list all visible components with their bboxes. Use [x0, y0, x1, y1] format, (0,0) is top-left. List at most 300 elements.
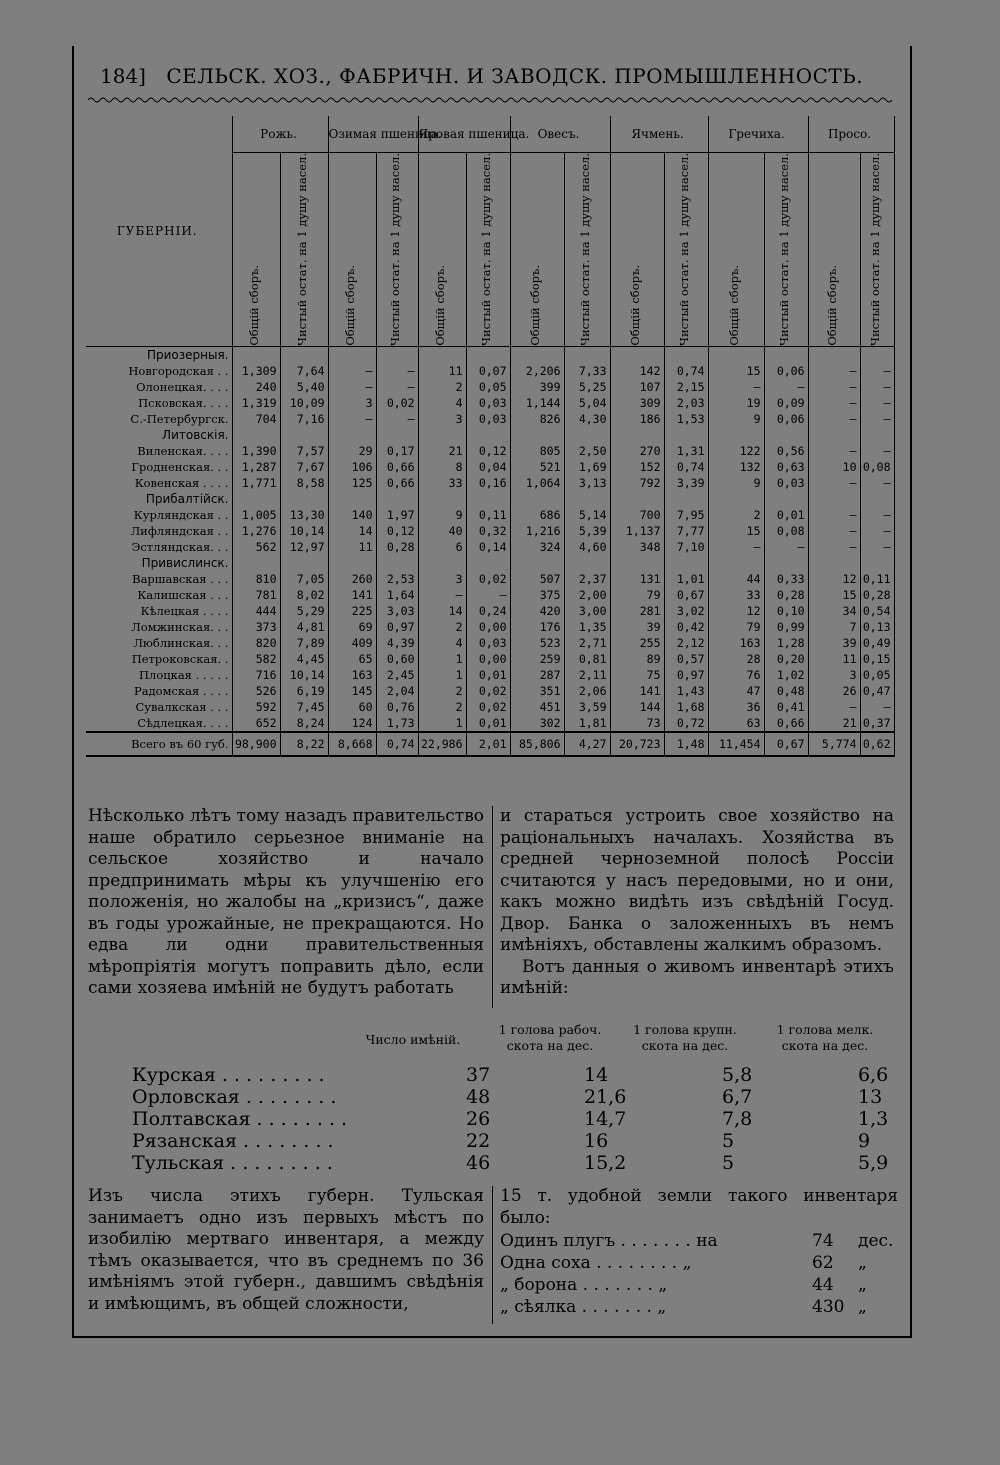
gubernia-name: Калишская . . .: [86, 587, 232, 603]
table-row: [86, 699, 894, 715]
empty-cell: [860, 491, 894, 507]
column-divider: [492, 806, 493, 1008]
inventory-a: 15,2: [584, 1152, 627, 1174]
subheader-total: [510, 153, 564, 347]
value-cell: 29: [328, 443, 376, 459]
table-row: [86, 379, 894, 395]
inventory-b: 7,8: [722, 1108, 753, 1130]
table-row: [86, 363, 894, 379]
equipment-label: Одинъ плугъ . . . . . . . на: [500, 1231, 718, 1251]
gubernia-name: Варшавская . . .: [86, 571, 232, 587]
value-cell: 3: [418, 571, 466, 587]
value-cell: 686: [510, 507, 564, 523]
gubernia-name: Ковенская . . . .: [86, 475, 232, 491]
value-cell: 0,05: [466, 379, 510, 395]
gubernia-name: Тульская . . . . . . . . .: [132, 1152, 333, 1174]
value-cell: 1,01: [664, 571, 708, 587]
value-cell: 0,99: [764, 619, 808, 635]
empty-cell: [328, 427, 376, 443]
value-cell: 0,56: [764, 443, 808, 459]
inventory-c: 6,6: [858, 1064, 889, 1086]
value-cell: 3: [418, 411, 466, 427]
empty-cell: [510, 427, 564, 443]
header-small-cattle: 1 голова мелк. скота на дес.: [776, 1022, 874, 1053]
value-cell: 142: [610, 363, 664, 379]
subheader-label: Общій сборъ.: [825, 265, 840, 346]
inventory-c: 1,3: [858, 1108, 889, 1130]
value-cell: 21: [418, 443, 466, 459]
value-cell: 399: [510, 379, 564, 395]
value-cell: 2,71: [564, 635, 610, 651]
empty-cell: [328, 491, 376, 507]
empty-cell: [708, 555, 764, 571]
empty-cell: [564, 491, 610, 507]
value-cell: 7,95: [664, 507, 708, 523]
inventory-row: [132, 1064, 889, 1086]
crop-header: Яровая пшеница.: [418, 116, 510, 153]
value-cell: 810: [232, 571, 280, 587]
empty-cell: [764, 346, 808, 363]
inventory-count: 48: [466, 1086, 491, 1108]
value-cell: 0,11: [860, 571, 894, 587]
value-cell: 1,69: [564, 459, 610, 475]
value-cell: 33: [708, 587, 764, 603]
value-cell: 562: [232, 539, 280, 555]
value-cell: —: [808, 395, 860, 411]
value-cell: 33: [418, 475, 466, 491]
value-cell: 0,09: [764, 395, 808, 411]
value-cell: 122: [708, 443, 764, 459]
empty-cell: [280, 491, 328, 507]
inventory-b: 5: [722, 1152, 735, 1174]
value-cell: 3,59: [564, 699, 610, 715]
value-cell: 0,08: [860, 459, 894, 475]
value-cell: 348: [610, 539, 664, 555]
value-cell: 1,144: [510, 395, 564, 411]
value-cell: 0,57: [664, 651, 708, 667]
value-cell: 13,30: [280, 507, 328, 523]
value-cell: 2,206: [510, 363, 564, 379]
value-cell: 0,63: [764, 459, 808, 475]
wavy-rule: [88, 94, 888, 106]
value-cell: 1,35: [564, 619, 610, 635]
empty-cell: [860, 427, 894, 443]
table-row: [86, 507, 894, 523]
value-cell: 2: [418, 379, 466, 395]
empty-cell: [418, 346, 466, 363]
gubernia-name: Гродненская. . .: [86, 459, 232, 475]
value-cell: 9: [418, 507, 466, 523]
empty-cell: [328, 555, 376, 571]
subheader-total: [232, 153, 280, 347]
value-cell: 75: [610, 667, 664, 683]
value-cell: 1,319: [232, 395, 280, 411]
total-value: 8,22: [280, 732, 328, 756]
empty-cell: [610, 491, 664, 507]
inventory-row: [132, 1130, 871, 1152]
inventory-row: [132, 1152, 889, 1174]
paragraph-1: Нѣсколько лѣтъ тому назадъ правительство наше обратило серьезное вниманіе на сельское хозяйство и начало предпринимать мѣры къ улучшенію его положенія, но жалобы на „кризисъ“, даже въ годы урожайные, не прекращаются. Но едва ли одни правительственныя мѣропріятія могутъ поправить дѣло, если сами хозяева имѣній не будутъ работать: [88, 806, 484, 998]
empty-cell: [510, 491, 564, 507]
subheader-label: Чистый остат. на 1 душу насел.: [295, 153, 309, 346]
value-cell: 0,01: [466, 667, 510, 683]
header-working-cattle: 1 голова рабоч. скота на дес.: [498, 1022, 602, 1053]
value-cell: 3,00: [564, 603, 610, 619]
value-cell: 0,05: [860, 667, 894, 683]
inventory-a: 21,6: [584, 1086, 627, 1108]
value-cell: 10,09: [280, 395, 328, 411]
subheader-net: [376, 153, 418, 347]
value-cell: 716: [232, 667, 280, 683]
empty-cell: [708, 491, 764, 507]
value-cell: 0,15: [860, 651, 894, 667]
table-row: [86, 619, 894, 635]
value-cell: —: [328, 363, 376, 379]
subheader-net: [564, 153, 610, 347]
value-cell: 0,60: [376, 651, 418, 667]
value-cell: 163: [708, 635, 764, 651]
value-cell: 4: [418, 635, 466, 651]
value-cell: 131: [610, 571, 664, 587]
value-cell: 1,005: [232, 507, 280, 523]
crop-header: Гречиха.: [708, 116, 808, 153]
value-cell: 324: [510, 539, 564, 555]
value-cell: 0,97: [664, 667, 708, 683]
value-cell: 14: [328, 523, 376, 539]
value-cell: 0,13: [860, 619, 894, 635]
subheader-label: Чистый остат. на 1 душу насел.: [868, 153, 883, 346]
equipment-label: „ борона . . . . . . . „: [500, 1275, 668, 1295]
equipment-value: 44: [812, 1275, 834, 1295]
empty-cell: [860, 555, 894, 571]
value-cell: 0,03: [764, 475, 808, 491]
table-row: [86, 459, 894, 475]
value-cell: 5,14: [564, 507, 610, 523]
gubernia-name: Радомская . . . .: [86, 683, 232, 699]
value-cell: 225: [328, 603, 376, 619]
value-cell: 1,43: [664, 683, 708, 699]
value-cell: —: [764, 379, 808, 395]
value-cell: 15: [808, 587, 860, 603]
empty-cell: [564, 346, 610, 363]
empty-cell: [376, 491, 418, 507]
value-cell: 259: [510, 651, 564, 667]
subheader-net: [280, 153, 328, 347]
running-title: СЕЛЬСК. ХОЗ., ФАБРИЧН. И ЗАВОДСК. ПРОМЫШЛЕННОСТЬ.: [166, 64, 864, 88]
value-cell: —: [764, 539, 808, 555]
inventory-a: 16: [584, 1130, 609, 1152]
value-cell: —: [328, 379, 376, 395]
value-cell: 0,14: [466, 539, 510, 555]
value-cell: 7,45: [280, 699, 328, 715]
value-cell: 1,68: [664, 699, 708, 715]
gubernia-name: Лифляндская . .: [86, 523, 232, 539]
value-cell: —: [808, 475, 860, 491]
value-cell: 0,12: [376, 523, 418, 539]
value-cell: 106: [328, 459, 376, 475]
value-cell: 8,02: [280, 587, 328, 603]
subheader-label: Чистый остат. на 1 душу насел.: [677, 153, 692, 346]
value-cell: —: [708, 379, 764, 395]
table-row: [86, 667, 894, 683]
gubernia-name: Орловская . . . . . . . .: [132, 1086, 337, 1108]
gubernia-name: Сувалкская . . .: [86, 699, 232, 715]
inventory-count: 37: [466, 1064, 491, 1086]
section-title: Привислинск.: [86, 555, 232, 571]
value-cell: 11: [418, 363, 466, 379]
value-cell: 287: [510, 667, 564, 683]
empty-cell: [280, 427, 328, 443]
table-row: [86, 523, 894, 539]
value-cell: 373: [232, 619, 280, 635]
total-value: 1,48: [664, 732, 708, 756]
table-row: [86, 635, 894, 651]
value-cell: —: [860, 411, 894, 427]
paragraph-2a: и стараться устроить свое хозяйство на раціональныхъ началахъ. Хозяйства въ средней черноземной полосѣ Россіи считаются у насъ передовыми, но и они, какъ можно видѣть изъ свѣдѣній Госуд. Двор. Банка о заложенныхъ въ немъ имѣніяхъ, обставлены жалкимъ образомъ.: [500, 806, 894, 955]
gubernia-name: Курляндская . .: [86, 507, 232, 523]
value-cell: 0,12: [466, 443, 510, 459]
value-cell: 10: [808, 459, 860, 475]
value-cell: 132: [708, 459, 764, 475]
value-cell: 0,28: [376, 539, 418, 555]
value-cell: —: [808, 411, 860, 427]
value-cell: 2,11: [564, 667, 610, 683]
value-cell: 4: [418, 395, 466, 411]
inventory-c: 5,9: [858, 1152, 889, 1174]
value-cell: 2: [708, 507, 764, 523]
total-value: 2,01: [466, 732, 510, 756]
inventory-row: [132, 1108, 889, 1130]
total-value: 22,986: [418, 732, 466, 756]
value-cell: 1,28: [764, 635, 808, 651]
harvest-table: [86, 116, 895, 757]
paragraph-2: [500, 806, 894, 1000]
empty-cell: [510, 555, 564, 571]
value-cell: 0,66: [764, 715, 808, 732]
value-cell: 260: [328, 571, 376, 587]
subheader-net: [860, 153, 894, 347]
value-cell: 0,10: [764, 603, 808, 619]
gubernia-name: Виленская. . . .: [86, 443, 232, 459]
value-cell: 0,02: [466, 571, 510, 587]
gubernia-name: Олонецкая. . . .: [86, 379, 232, 395]
subheader-label: Общій сборъ.: [628, 265, 643, 346]
table-row: [86, 411, 894, 427]
value-cell: 39: [610, 619, 664, 635]
subheader-total: [418, 153, 466, 347]
empty-cell: [418, 491, 466, 507]
value-cell: 375: [510, 587, 564, 603]
inventory-b: 5: [722, 1130, 735, 1152]
value-cell: —: [808, 507, 860, 523]
value-cell: 26: [808, 683, 860, 699]
value-cell: 6: [418, 539, 466, 555]
gubernia-name: Полтавская . . . . . . . .: [132, 1108, 348, 1130]
section-row: [86, 346, 894, 363]
value-cell: —: [808, 379, 860, 395]
value-cell: —: [860, 395, 894, 411]
value-cell: 281: [610, 603, 664, 619]
value-cell: 28: [708, 651, 764, 667]
empty-cell: [466, 491, 510, 507]
gubernia-name: Петроковская. .: [86, 651, 232, 667]
value-cell: 0,48: [764, 683, 808, 699]
value-cell: 0,16: [466, 475, 510, 491]
value-cell: —: [860, 699, 894, 715]
value-cell: 1,53: [664, 411, 708, 427]
value-cell: 144: [610, 699, 664, 715]
subheader-label: Общій сборъ.: [727, 265, 742, 346]
value-cell: 141: [328, 587, 376, 603]
inventory-a: 14,7: [584, 1108, 627, 1130]
value-cell: 4,81: [280, 619, 328, 635]
section-title: Прибалтійск.: [86, 491, 232, 507]
value-cell: 2: [418, 619, 466, 635]
empty-cell: [708, 346, 764, 363]
total-value: 5,774: [808, 732, 860, 756]
value-cell: 14: [418, 603, 466, 619]
value-cell: 15: [708, 363, 764, 379]
value-cell: 1,064: [510, 475, 564, 491]
value-cell: —: [808, 363, 860, 379]
equipment-unit: „: [858, 1275, 867, 1295]
value-cell: 0,47: [860, 683, 894, 699]
value-cell: 9: [708, 475, 764, 491]
value-cell: 0,02: [466, 699, 510, 715]
empty-cell: [764, 427, 808, 443]
table-row: [86, 443, 894, 459]
inventory-row: [132, 1086, 883, 1108]
value-cell: 5,29: [280, 603, 328, 619]
value-cell: 7,89: [280, 635, 328, 651]
value-cell: 107: [610, 379, 664, 395]
subheader-label: Общій сборъ.: [433, 265, 448, 346]
value-cell: 5,04: [564, 395, 610, 411]
equipment-value: 430: [812, 1297, 845, 1317]
gubernia-name: Плоцкая . . . . .: [86, 667, 232, 683]
value-cell: 826: [510, 411, 564, 427]
value-cell: 0,97: [376, 619, 418, 635]
value-cell: 124: [328, 715, 376, 732]
value-cell: 781: [232, 587, 280, 603]
value-cell: 0,42: [664, 619, 708, 635]
value-cell: 176: [510, 619, 564, 635]
subheader-net: [664, 153, 708, 347]
value-cell: 7: [808, 619, 860, 635]
table-row: [86, 683, 894, 699]
empty-cell: [232, 491, 280, 507]
value-cell: 2: [418, 683, 466, 699]
gubernia-name: Псковская. . . .: [86, 395, 232, 411]
value-cell: 65: [328, 651, 376, 667]
subheader-total: [808, 153, 860, 347]
empty-cell: [610, 346, 664, 363]
empty-cell: [232, 555, 280, 571]
value-cell: 7,10: [664, 539, 708, 555]
paragraph-3: Изъ числа этихъ губерн. Тульская занимаетъ одно изъ первыхъ мѣстъ по изобилію мертваго инвентаря, а между тѣмъ оказывается, что въ среднемъ по 36 имѣніямъ этой губерн., давшимъ свѣдѣнія и имѣющимъ, въ общей сложности,: [88, 1186, 484, 1314]
value-cell: —: [466, 587, 510, 603]
value-cell: 3,02: [664, 603, 708, 619]
value-cell: 5,40: [280, 379, 328, 395]
value-cell: 1,02: [764, 667, 808, 683]
value-cell: —: [708, 539, 764, 555]
value-cell: 19: [708, 395, 764, 411]
value-cell: 582: [232, 651, 280, 667]
paragraph-4: 15 т. удобной земли такого инвентаря было:: [500, 1186, 898, 1228]
value-cell: 240: [232, 379, 280, 395]
value-cell: 2,45: [376, 667, 418, 683]
table-row: [86, 651, 894, 667]
value-cell: 8,24: [280, 715, 328, 732]
value-cell: 0,08: [764, 523, 808, 539]
value-cell: 0,20: [764, 651, 808, 667]
value-cell: 444: [232, 603, 280, 619]
total-value: 0,74: [376, 732, 418, 756]
value-cell: 11: [328, 539, 376, 555]
value-cell: 592: [232, 699, 280, 715]
empty-cell: [564, 427, 610, 443]
value-cell: 63: [708, 715, 764, 732]
value-cell: 792: [610, 475, 664, 491]
value-cell: 44: [708, 571, 764, 587]
value-cell: 1: [418, 651, 466, 667]
empty-cell: [610, 427, 664, 443]
value-cell: —: [418, 587, 466, 603]
gubernia-name: С.-Петербургск.: [86, 411, 232, 427]
value-cell: 7,16: [280, 411, 328, 427]
value-cell: 0,81: [564, 651, 610, 667]
value-cell: —: [860, 363, 894, 379]
empty-cell: [808, 491, 860, 507]
equipment-unit: „: [858, 1253, 867, 1273]
value-cell: 5,39: [564, 523, 610, 539]
table-row: [86, 395, 894, 411]
value-cell: 76: [708, 667, 764, 683]
value-cell: 2,04: [376, 683, 418, 699]
table-row: [86, 475, 894, 491]
inventory-c: 13: [858, 1086, 883, 1108]
value-cell: 89: [610, 651, 664, 667]
empty-cell: [280, 346, 328, 363]
value-cell: 79: [610, 587, 664, 603]
header-count: Число имѣній.: [365, 1032, 461, 1047]
value-cell: —: [860, 523, 894, 539]
total-row: [86, 732, 894, 756]
gubernia-name: Ломжинская. . .: [86, 619, 232, 635]
value-cell: 0,74: [664, 363, 708, 379]
value-cell: 4,39: [376, 635, 418, 651]
section-title: Приозерныя.: [86, 346, 232, 363]
value-cell: 0,07: [466, 363, 510, 379]
value-cell: 451: [510, 699, 564, 715]
table-row: [86, 587, 894, 603]
value-cell: —: [860, 379, 894, 395]
empty-cell: [708, 427, 764, 443]
empty-cell: [860, 346, 894, 363]
equipment-unit: дес.: [858, 1231, 894, 1251]
total-value: 0,62: [860, 732, 894, 756]
empty-cell: [664, 346, 708, 363]
value-cell: 0,00: [466, 651, 510, 667]
value-cell: 704: [232, 411, 280, 427]
crop-header: Ячмень.: [610, 116, 708, 153]
equipment-value: 74: [812, 1231, 834, 1251]
value-cell: 7,77: [664, 523, 708, 539]
value-cell: 145: [328, 683, 376, 699]
empty-cell: [376, 346, 418, 363]
value-cell: 0,72: [664, 715, 708, 732]
subheader-label: Общій сборъ.: [528, 265, 543, 346]
